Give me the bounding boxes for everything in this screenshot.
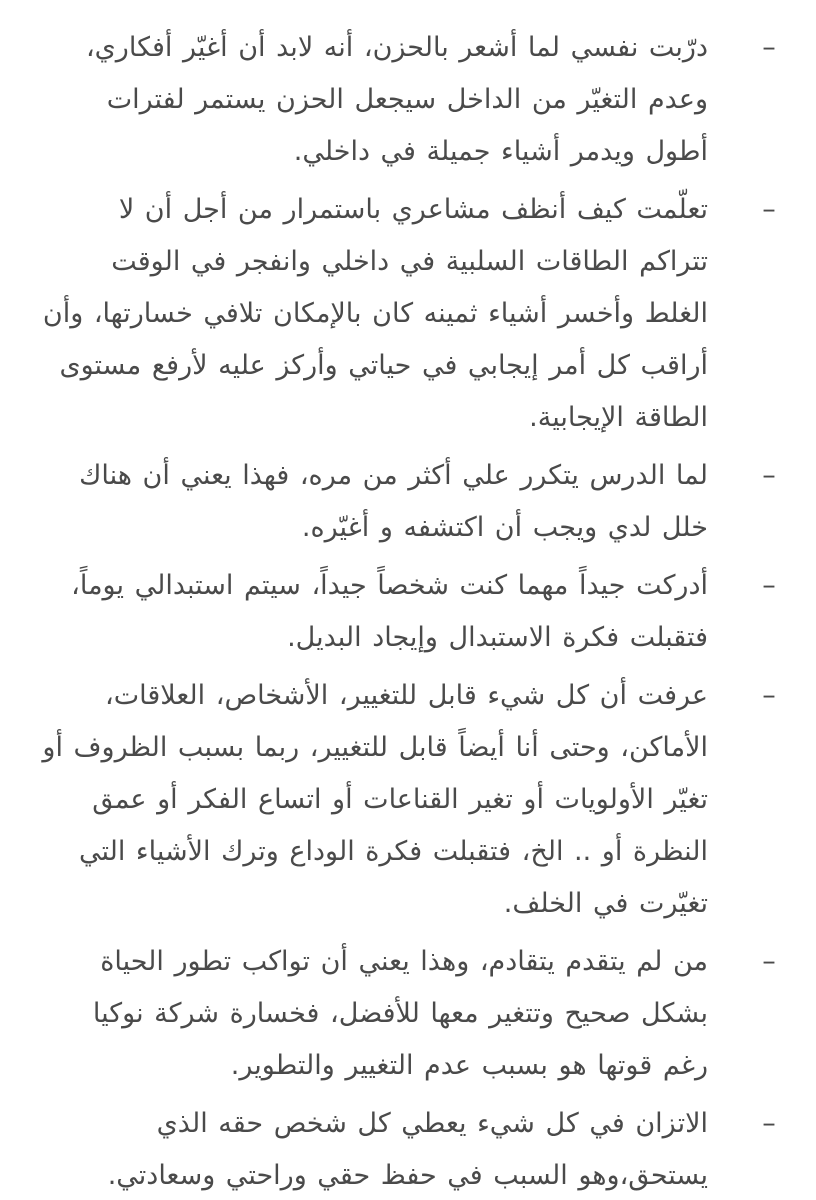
list-item — [40, 184, 784, 444]
dash-bullet: – — [762, 680, 776, 711]
list-item-text: من لم يتقدم يتقادم، وهذا يعني أن تواكب تطور الحياة بشكل صحيح وتتغير معها للأفضل، فخسارة شركة نوكيا رغم قوتها هو بسبب عدم التغيير والتطوير. — [92, 946, 708, 1081]
list-item — [40, 936, 784, 1092]
dash-bullet: – — [762, 1108, 776, 1139]
dash-bullet: – — [762, 460, 776, 491]
dash-bullet: – — [762, 194, 776, 225]
bullet-list — [40, 22, 784, 1200]
list-item-text: الاتزان في كل شيء يعطي كل شخص حقه الذي يستحق،وهو السبب في حفظ حقي وراحتي وسعادتي. — [107, 1108, 708, 1191]
list-item — [40, 22, 784, 178]
list-item — [40, 1098, 784, 1200]
list-item-text: درّبت نفسي لما أشعر بالحزن، أنه لابد أن أغيّر أفكاري، وعدم التغيّر من الداخل سيجعل الحزن يستمر لفترات أطول ويدمر أشياء جميلة في داخلي. — [85, 32, 708, 167]
dash-bullet: – — [762, 32, 776, 63]
list-item — [40, 450, 784, 554]
list-item — [40, 560, 784, 664]
list-item — [40, 670, 784, 930]
list-item-text: تعلّمت كيف أنظف مشاعري باستمرار من أجل أن لا تتراكم الطاقات السلبية في داخلي وانفجر في الوقت الغلط وأخسر أشياء ثمينه كان بالإمكان تلافي خسارتها، وأن أراقب كل أمر إيجابي في حياتي وأركز عليه لأرفع مستوى الطاقة الإيجابية. — [42, 194, 708, 433]
list-item-text: عرفت أن كل شيء قابل للتغيير، الأشخاص، العلاقات، الأماكن، وحتى أنا أيضاً قابل للتغيير، ربما بسبب الظروف أو تغيّر الأولويات أو تغير القناعات أو اتساع الفكر أو عمق النظرة أو .. الخ، فتقبلت فكرة الوداع وترك الأشياء التي تغيّرت في الخلف. — [42, 680, 708, 919]
dash-bullet: – — [762, 570, 776, 601]
list-item-text: أدركت جيداً مهما كنت شخصاً جيداً، سيتم استبدالي يوماً، فتقبلت فكرة الاستبدال وإيجاد البديل. — [71, 570, 708, 653]
dash-bullet: – — [762, 946, 776, 977]
list-item-text: لما الدرس يتكرر علي أكثر من مره، فهذا يعني أن هناك خلل لدي ويجب أن اكتشفه و أغيّره. — [79, 460, 708, 543]
